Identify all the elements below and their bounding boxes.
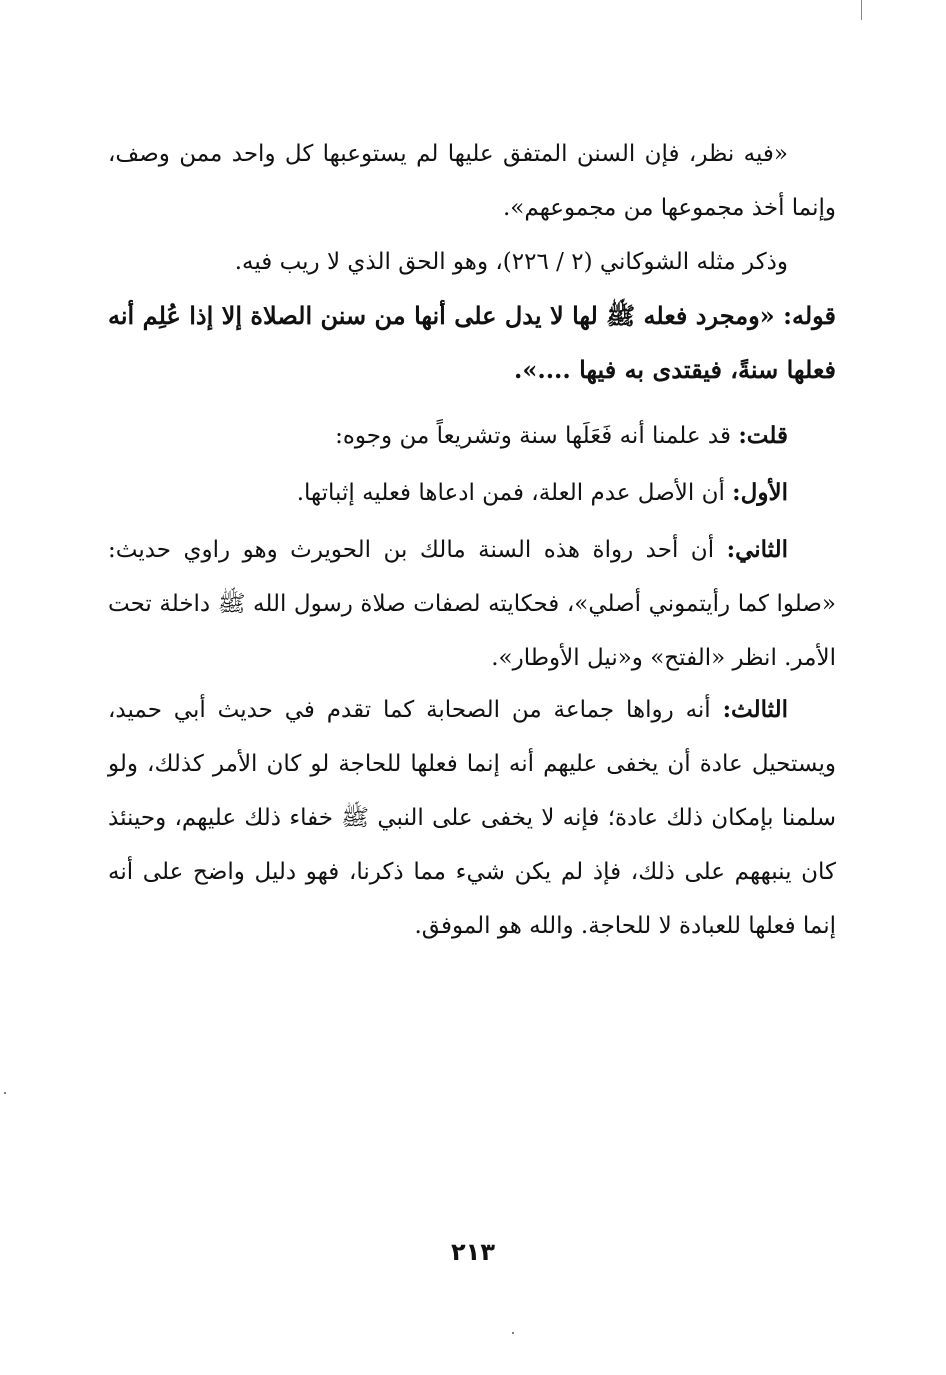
- page-number: ٢١٣: [451, 1238, 495, 1266]
- paragraph-3-text: «ومجرد فعله ﷺ لها لا يدل على أنها من سنن الصلاة إلا إذا عُلِم أنه فعلها سنةً، فيقتدى به فيها ....».: [108, 301, 836, 384]
- paragraph-4-lead: قلت:: [738, 422, 788, 449]
- scan-speck: [4, 1092, 6, 1094]
- paragraph-first-point: [108, 466, 836, 520]
- paragraph-5-lead: الأول:: [732, 479, 788, 506]
- paragraph-6-lead: الثاني:: [726, 536, 788, 563]
- paragraph-3-lead: قوله:: [783, 301, 837, 330]
- scan-speck: [512, 1332, 514, 1334]
- paragraph-2-text: وذكر مثله الشوكاني (٢ / ٢٢٦)، وهو الحق الذي لا ريب فيه.: [234, 249, 788, 275]
- paragraph-second-point: [108, 523, 836, 685]
- paragraph-qultu: [108, 409, 836, 463]
- paragraph-1-text: «فيه نظر، فإن السنن المتفق عليها لم يستوعبها كل واحد ممن وصف، وإنما أخذ مجموعها من مجموعهم».: [108, 141, 836, 221]
- paragraph-quote-continuation: [108, 127, 836, 235]
- paragraph-qawluhu: [108, 289, 836, 397]
- paragraph-third-point: [108, 683, 836, 953]
- paragraph-7-text: أنه رواها جماعة من الصحابة كما تقدم في حديث أبي حميد، ويستحيل عادة أن يخفى عليهم أنه إنما فعلها للحاجة لو كان الأمر كذلك، ولو سلمنا بإمكان ذلك عادة؛ فإنه لا يخفى على النبي ﷺ خفاء ذلك عليهم، وحينئذ كان ينبههم على ذلك، فإذ لم يكن شيء مما ذكرنا، فهو دليل واضح على أنه إنما فعلها للعبادة لا للحاجة. والله هو الموفق.: [108, 697, 836, 939]
- paragraph-shawkani: [108, 235, 836, 289]
- scan-edge-mark: [861, 0, 862, 20]
- paragraph-5-text: أن الأصل عدم العلة، فمن ادعاها فعليه إثباتها.: [296, 480, 725, 506]
- paragraph-4-text: قد علمنا أنه فَعَلَها سنة وتشريعاً من وجوه:: [335, 423, 731, 449]
- paragraph-7-lead: الثالث:: [722, 696, 788, 723]
- paragraph-6-text: أن أحد رواة هذه السنة مالك بن الحويرث وهو راوي حديث: «صلوا كما رأيتموني أصلي»، فحكايته لصفات صلاة رسول الله ﷺ داخلة تحت الأمر. انظر «الفتح» و«نيل الأوطار».: [108, 537, 836, 671]
